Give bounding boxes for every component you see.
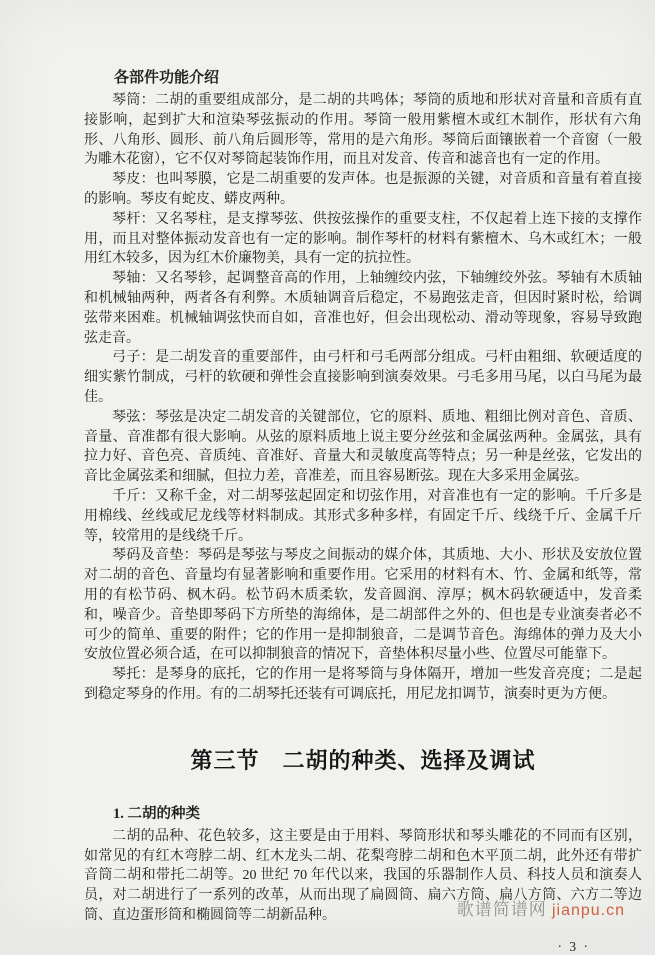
watermark-site-name: 歌谱简谱网 <box>456 900 547 919</box>
parts-function-heading: 各部件功能介绍 <box>114 70 220 86</box>
paragraph-qinzhou: 琴轴：又名琴轸，起调整音高的作用，上轴缠绞内弦，下轴缠绞外弦。琴轴有木质轴和机械轴两种，两者各有利弊。木质轴调音后稳定，不易跑弦走音，但因时紧时松，给调弦带来困难。机械轴调弦快而自如，音准也好，但会出现松动、滑动等现象，容易导致跑弦走音。 <box>84 271 642 346</box>
watermark-domain: jianpu.cn <box>551 902 625 919</box>
page-content <box>84 68 642 955</box>
paragraph-qintong: 琴筒：二胡的重要组成部分，是二胡的共鸣体；琴筒的质地和形状对音量和音质有直接影响，起到扩大和渲染琴弦振动的作用。琴筒一般用紫檀木或红木制作，形状有六角形、八角形、圆形、前八角后圆形等，常用的是六角形。琴筒后面镶嵌着一个音窗（一般为雕木花窗），它不仅对琴筒起装饰作用，而且对发音、传音和滤音也有一定的作用。 <box>84 93 642 168</box>
paragraph-gongzi: 弓子：是二胡发音的重要部件，由弓杆和弓毛两部分组成。弓杆由粗细、软硬适度的细实紫竹制成，弓杆的软硬和弹性会直接影响到演奏效果。弓毛多用马尾，以白马尾为最佳。 <box>84 350 642 405</box>
paragraph-qinpi: 琴皮：也叫琴膜，它是二胡重要的发声体。也是振源的关键，对音质和音量有着直接的影响。琴皮有蛇皮、蟒皮两种。 <box>84 172 642 207</box>
paragraph-qinma-yindian: 琴码及音垫：琴码是琴弦与琴皮之间振动的媒介体，其质地、大小、形状及安放位置对二胡的音色、音量均有显著影响和重要作用。它采用的材料有木、竹、金属和纸等，常用的有松节码、枫木码。松节码木质柔软，发音圆润、淳厚；枫木码软硬适中，发音柔和，噪音少。音垫即琴码下方所垫的海绵体，是二胡部件之外的、但也是专业演奏者必不可少的简单、重要的附件；它的作用一是抑制狼音，二是调节音色。海绵体的弹力及大小安放位置必须合适，在可以抑制狼音的情况下，音垫体积尽量小些、位置尽可能靠下。 <box>84 548 642 663</box>
paragraph-qianjin: 千斤：又称千金，对二胡琴弦起固定和切弦作用，对音准也有一定的影响。千斤多是用棉线、丝线或尼龙线等材料制成。其形式多种多样，有固定千斤、线绕千斤、金属千斤等，较常用的是线绕千斤。 <box>84 488 642 544</box>
paragraph-qinxian: 琴弦：琴弦是决定二胡发音的关键部位，它的原料、质地、粗细比例对音色、音质、音量、音准都有很大影响。从弦的原料质地上说主要分丝弦和金属弦两种。金属弦，具有拉力好、音色亮、音质纯、音准好、音量大和灵敏度高等特点；另一种是丝弦，它发出的音比金属弦柔和细腻，但拉力差，音准差，而且容易断弦。现在大多采用金属弦。 <box>84 409 642 485</box>
paragraph-qintuo: 琴托：是琴身的底托，它的作用一是将琴筒与身体隔开，增加一些发音亮度；二是起到稳定琴身的作用。有的二胡琴托还装有可调底托，用尼龙扣调节，演奏时更为方便。 <box>84 667 642 702</box>
paragraph-erhu-types: 二胡的品种、花色较多，这主要是由于用料、琴筒形状和琴头雕花的不同而有区别，如常见的有红木弯脖二胡、红木龙头二胡、花梨弯脖二胡和色木平顶二胡，此外还有带扩音筒二胡和带托二胡等。20 世纪 70 年代以来，我国的乐器制作人员、科技人员和演奏人员，对二胡进行了一系列的改革，从而出现了扁圆筒、扁六方筒、扁八方筒、六方二等边筒、直边蛋形筒和椭圆筒等二胡新品种。 <box>84 828 642 923</box>
section-heading: 第三节 二胡的种类、选择及调试 <box>190 747 536 773</box>
watermark <box>457 895 625 920</box>
paragraph-qingan: 琴杆：又名琴柱，是支撑琴弦、供按弦操作的重要支柱，不仅起着上连下接的支撑作用，而且对整体振动发音也有一定的影响。制作琴杆的材料有紫檀木、乌木或红木；一般用红木较多，因为红木价廉物美，具有一定的抗拉性。 <box>84 211 642 267</box>
subsection-heading: 1. 二胡的种类 <box>113 805 200 822</box>
page-number: · 3 · <box>557 938 590 954</box>
